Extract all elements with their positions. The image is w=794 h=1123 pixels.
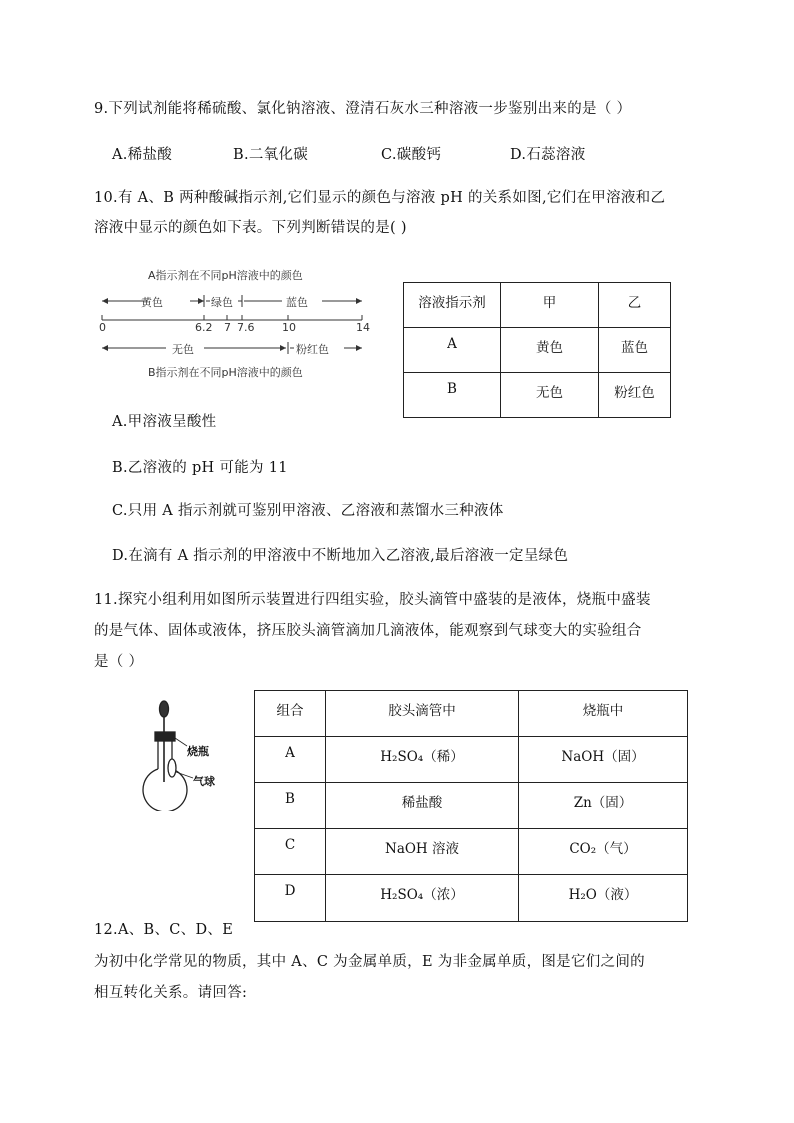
table-row	[255, 737, 688, 783]
table-header: 乙	[599, 283, 671, 328]
q9-option-b: B.二氧化碳	[233, 147, 309, 163]
b-indicator-title: B指示剂在不同pH溶液中的颜色	[148, 366, 303, 379]
table-header: 甲	[501, 283, 599, 328]
q9-option-d: D.石蕊溶液	[510, 147, 586, 163]
balloon-label: 气球	[193, 775, 215, 788]
q9-option-a: A.稀盐酸	[112, 147, 173, 163]
flask-label: 烧瓶	[187, 745, 209, 758]
table-cell: NaOH 溶液	[326, 829, 519, 875]
table-cell: 无色	[501, 373, 599, 418]
table-cell: A	[255, 737, 326, 783]
q10-stem-line2: 溶液中显示的颜色如下表。下列判断错误的是( )	[94, 220, 407, 236]
a-green-label: 绿色	[211, 296, 233, 309]
table-cell: C	[255, 829, 326, 875]
b-colorless-label: 无色	[172, 343, 194, 356]
table-row	[404, 328, 671, 373]
q12-line3: 相互转化关系。请回答:	[94, 985, 248, 1001]
tick-6-2: 6.2	[195, 321, 213, 334]
table-row	[404, 283, 671, 328]
table-cell: D	[255, 875, 326, 922]
q12-line1: 12.A、B、C、D、E	[94, 922, 234, 938]
q10-indicator-table	[403, 282, 671, 418]
table-cell: H₂SO₄（浓）	[326, 875, 519, 922]
table-cell: 蓝色	[599, 328, 671, 373]
a-blue-label: 蓝色	[286, 296, 308, 309]
table-cell: CO₂（气）	[519, 829, 688, 875]
table-row	[255, 691, 688, 737]
q10-option-a: A.甲溶液呈酸性	[112, 414, 217, 430]
table-cell: 黄色	[501, 328, 599, 373]
q9-option-c: C.碳酸钙	[381, 147, 442, 163]
table-header: 组合	[255, 691, 326, 737]
table-row	[255, 783, 688, 829]
q10-option-b: B.乙溶液的 pH 可能为 11	[112, 460, 288, 476]
tick-7-6: 7.6	[237, 321, 255, 334]
q12-line2: 为初中化学常见的物质，其中 A、C 为金属单质，E 为非金属单质，图是它们之间的	[94, 954, 645, 970]
table-row	[404, 373, 671, 418]
q11-stem-line3: 是（ ）	[94, 654, 144, 670]
table-cell: Zn（固）	[519, 783, 688, 829]
table-cell: H₂O（液）	[519, 875, 688, 922]
dropper-bulb	[160, 701, 169, 717]
flask-body	[143, 769, 187, 811]
table-cell: B	[404, 373, 501, 418]
stopper	[155, 732, 175, 741]
table-row	[255, 875, 688, 922]
q10-option-d: D.在滴有 A 指示剂的甲溶液中不断地加入乙溶液,最后溶液一定呈绿色	[112, 548, 569, 564]
table-cell: A	[404, 328, 501, 373]
tick-14: 14	[356, 321, 370, 334]
table-header: 胶头滴管中	[326, 691, 519, 737]
q10-stem-line1: 10.有 A、B 两种酸碱指示剂,它们显示的颜色与溶液 pH 的关系如图,它们在甲溶液和乙	[94, 190, 666, 206]
table-cell: 粉红色	[599, 373, 671, 418]
a-indicator-title: A指示剂在不同pH溶液中的颜色	[148, 269, 303, 282]
table-header: 烧瓶中	[519, 691, 688, 737]
b-pink-label: 粉红色	[296, 343, 329, 356]
table-cell: NaOH（固）	[519, 737, 688, 783]
tick-7: 7	[224, 321, 231, 334]
tick-0: 0	[99, 321, 106, 334]
table-row	[255, 829, 688, 875]
table-cell: B	[255, 783, 326, 829]
balloon	[168, 759, 176, 777]
tick-10: 10	[282, 321, 296, 334]
q11-experiment-table	[254, 690, 688, 922]
table-cell: H₂SO₄（稀）	[326, 737, 519, 783]
a-yellow-label: 黄色	[141, 296, 163, 309]
q9-stem: 9.下列试剂能将稀硫酸、氯化钠溶液、澄清石灰水三种溶液一步鉴别出来的是（ ）	[94, 101, 632, 117]
q10-option-c: C.只用 A 指示剂就可鉴别甲溶液、乙溶液和蒸馏水三种液体	[112, 503, 504, 519]
table-header: 溶液指示剂	[404, 283, 501, 328]
table-cell: 稀盐酸	[326, 783, 519, 829]
q11-stem-line2: 的是气体、固体或液体，挤压胶头滴管滴加几滴液体，能观察到气球变大的实验组合	[94, 623, 642, 639]
q11-stem-line1: 11.探究小组利用如图所示装置进行四组实验，胶头滴管中盛装的是液体，烧瓶中盛装	[94, 592, 651, 608]
